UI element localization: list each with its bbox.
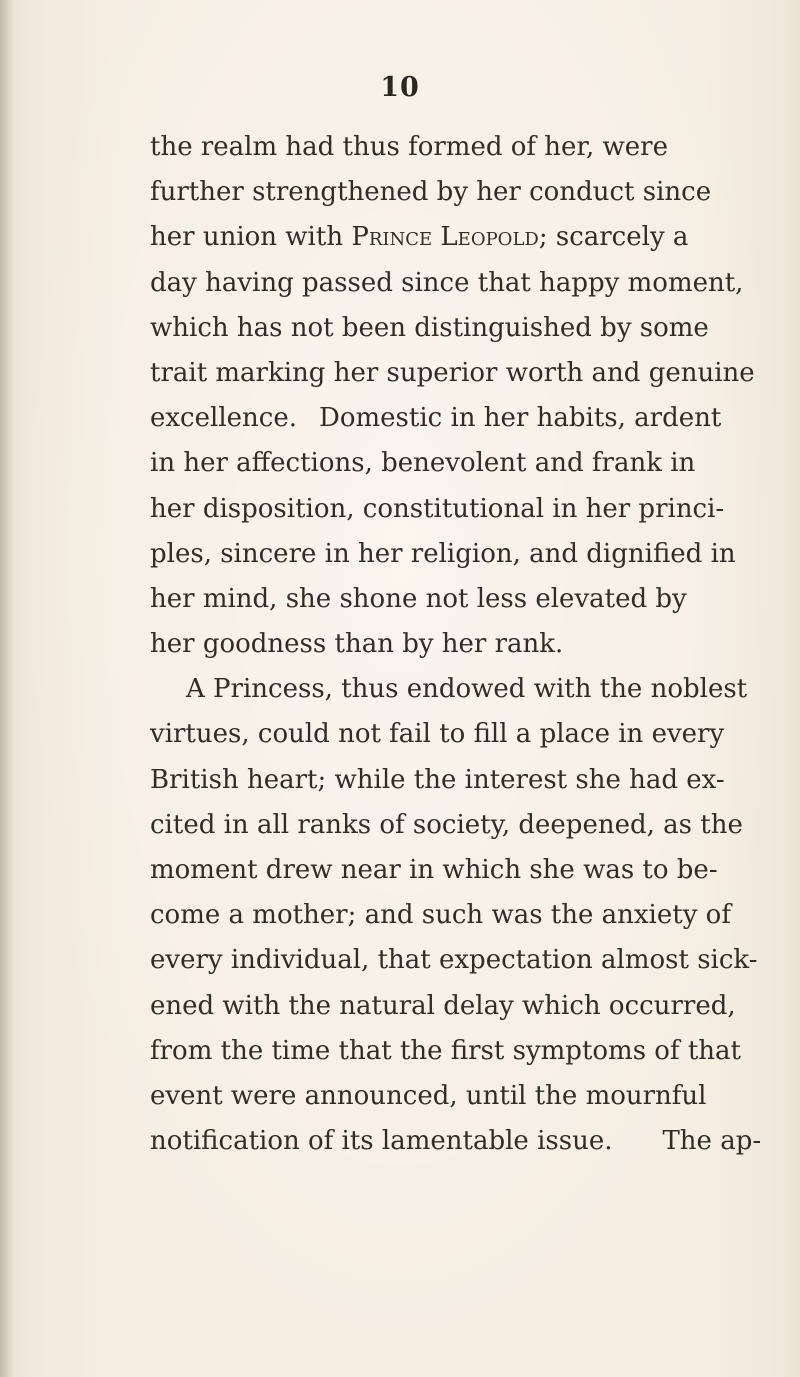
text-line: every individual, that expectation almost sick- (150, 945, 758, 976)
text-line: in her affections, benevolent and frank in (150, 448, 696, 479)
text-line: further strengthened by her conduct since (150, 177, 712, 208)
text-line: from the time that the first symptoms of that (150, 1035, 741, 1066)
text-line: day having passed since that happy moment, (150, 267, 744, 298)
text-line: her union with Prince Leopold; scarcely a (150, 222, 689, 253)
text-line: notification of its lamentable issue. The ap- (150, 1126, 762, 1157)
text-line: ples, sincere in her religion, and dignified in (150, 538, 736, 569)
text-line: trait marking her superior worth and genuine (150, 357, 755, 388)
text-line: which has not been distinguished by some (150, 312, 709, 343)
body-text (150, 125, 760, 1164)
prince-leopold-name: Prince Leopold (351, 222, 539, 253)
text-line: cited in all ranks of society, deepened, as the (150, 809, 743, 840)
text-line: come a mother; and such was the anxiety of (150, 900, 731, 931)
text-line: virtues, could not fail to fill a place in every (150, 719, 725, 750)
text-line: the realm had thus formed of her, were (150, 132, 668, 162)
text-line: excellence. Domestic in her habits, ardent (150, 403, 722, 434)
paragraph-start-line: A Princess, thus endowed with the noblest (186, 674, 748, 705)
text-line: ened with the natural delay which occurred, (150, 990, 736, 1021)
text-line: her disposition, constitutional in her princi- (150, 493, 725, 524)
text-line: moment drew near in which she was to be- (150, 855, 718, 885)
spine-shadow (0, 0, 14, 1377)
text-line: event were announced, until the mournful (150, 1080, 707, 1111)
page-number: 10 (380, 72, 420, 103)
text-line: British heart; while the interest she had ex- (150, 764, 725, 795)
text-line: her goodness than by her rank. (150, 629, 564, 660)
text-line: her mind, she shone not less elevated by (150, 583, 687, 614)
